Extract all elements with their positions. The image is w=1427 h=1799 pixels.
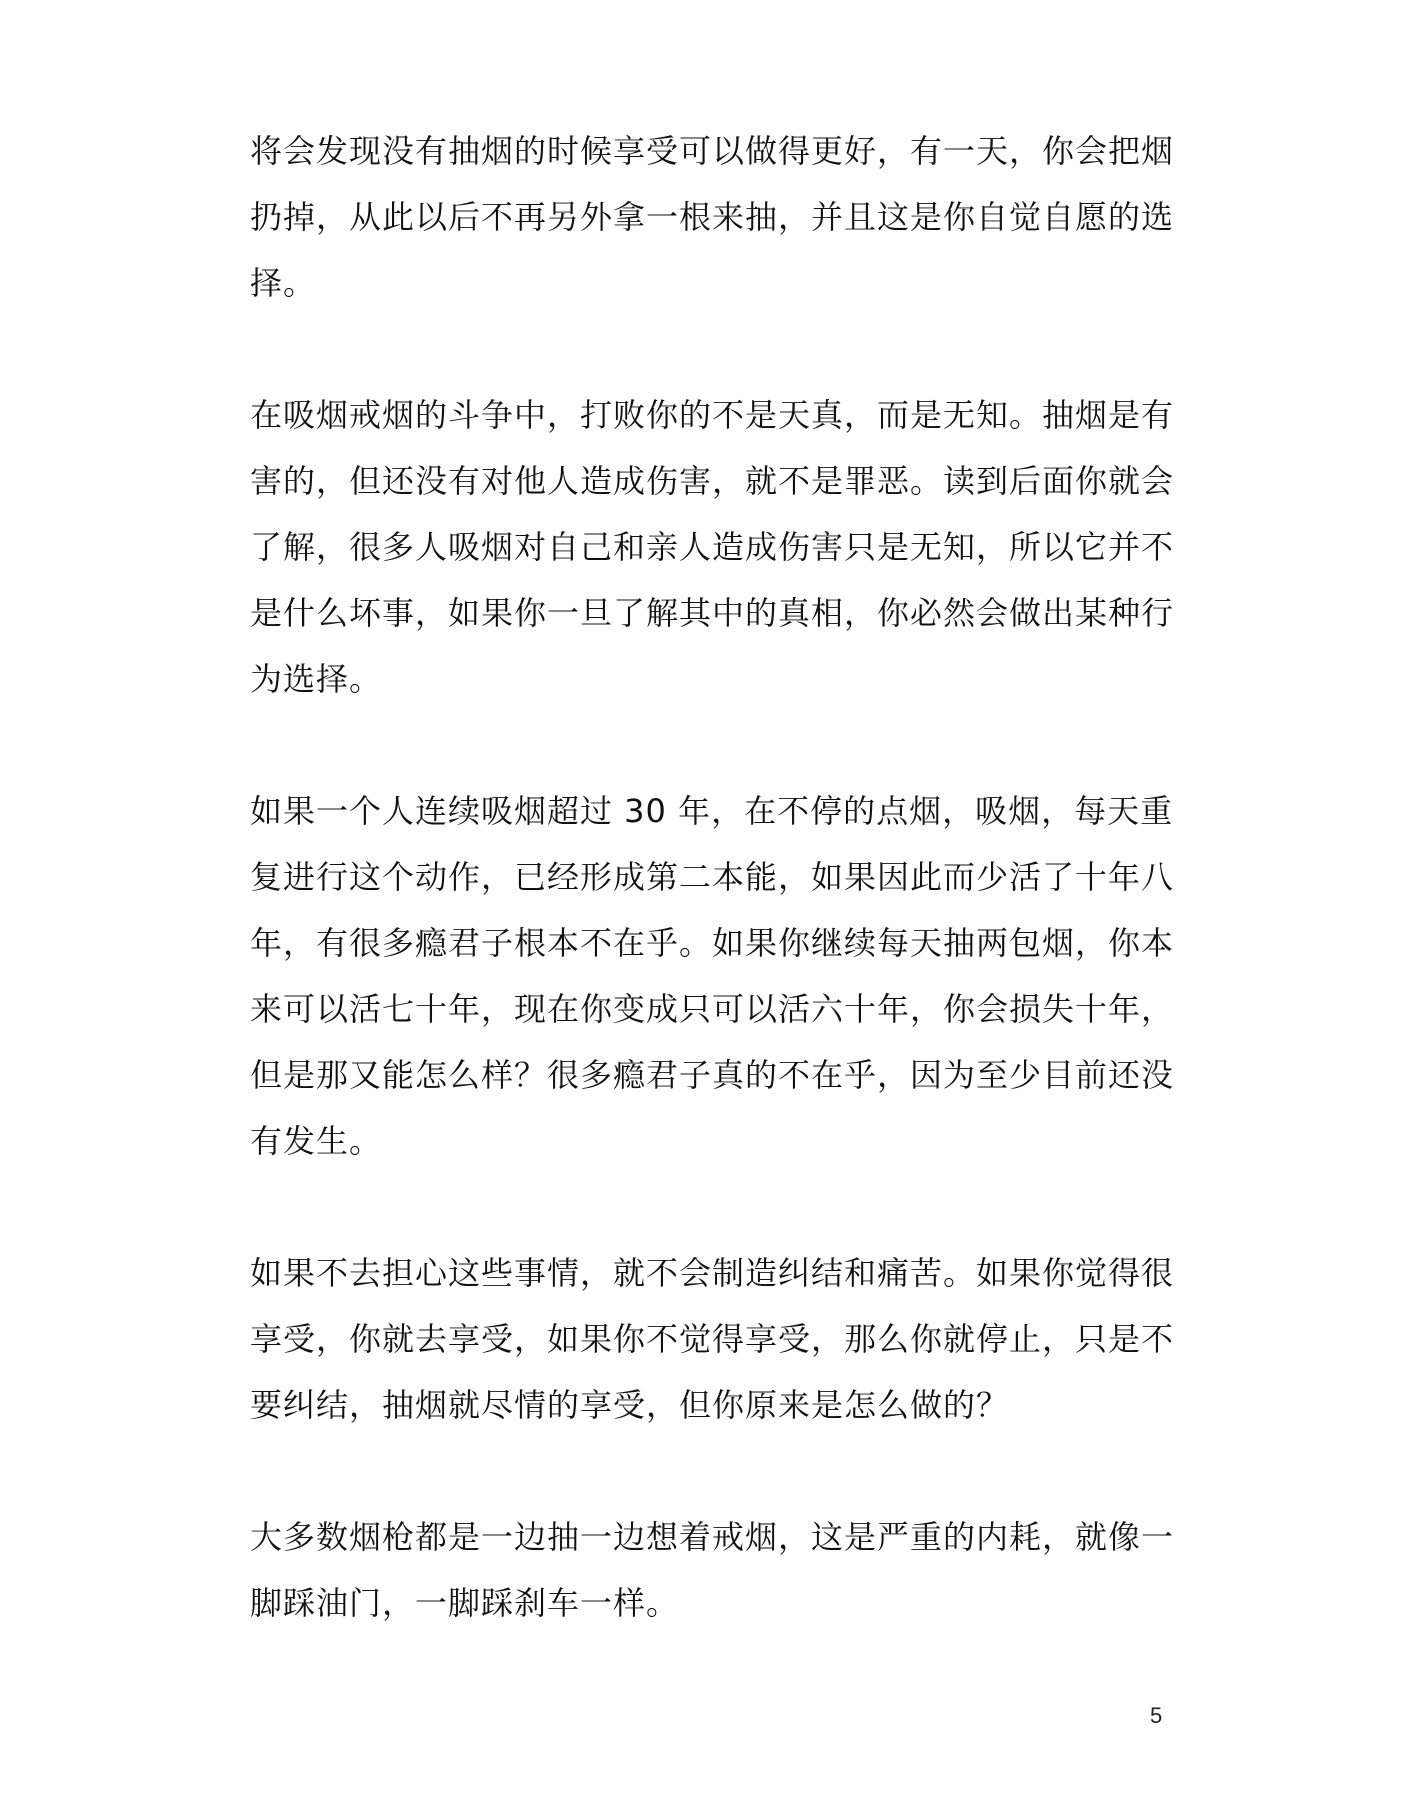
document-body: [250, 118, 1190, 1636]
paragraph-1: 将会发现没有抽烟的时候享受可以做得更好，有一天，你会把烟扔掉，从此以后不再另外拿一根来抽，并且这是你自觉自愿的选择。: [250, 132, 1175, 302]
paragraph-5: 大多数烟枪都是一边抽一边想着戒烟，这是严重的内耗，就像一脚踩油门，一脚踩刹车一样。: [250, 1518, 1175, 1622]
page-number: 5: [1150, 1703, 1163, 1728]
paragraph-gap: [250, 316, 1190, 382]
paragraph-4: 如果不去担心这些事情，就不会制造纠结和痛苦。如果你觉得很享受，你就去享受，如果你不觉得享受，那么你就停止，只是不要纠结，抽烟就尽情的享受，但你原来是怎么做的？: [250, 1254, 1175, 1424]
paragraph-3: 如果一个人连续吸烟超过 30 年，在不停的点烟，吸烟，每天重复进行这个动作，已经形成第二本能，如果因此而少活了十年八年，有很多瘾君子根本不在乎。如果你继续每天抽两包烟，你本来可以活七十年，现在你变成只可以活六十年，你会损失十年， 但是那又能怎么样？很多瘾君子真的不在乎，因为至少目前还没有发生。: [250, 792, 1175, 1160]
paragraph-gap: [250, 1438, 1190, 1504]
paragraph-gap: [250, 712, 1190, 778]
paragraph-2: 在吸烟戒烟的斗争中，打败你的不是天真，而是无知。抽烟是有害的，但还没有对他人造成伤害，就不是罪恶。读到后面你就会了解，很多人吸烟对自己和亲人造成伤害只是无知，所以它并不是什么坏事，如果你一旦了解其中的真相，你必然会做出某种行为选择。: [250, 396, 1175, 698]
paragraph-gap: [250, 1174, 1190, 1240]
